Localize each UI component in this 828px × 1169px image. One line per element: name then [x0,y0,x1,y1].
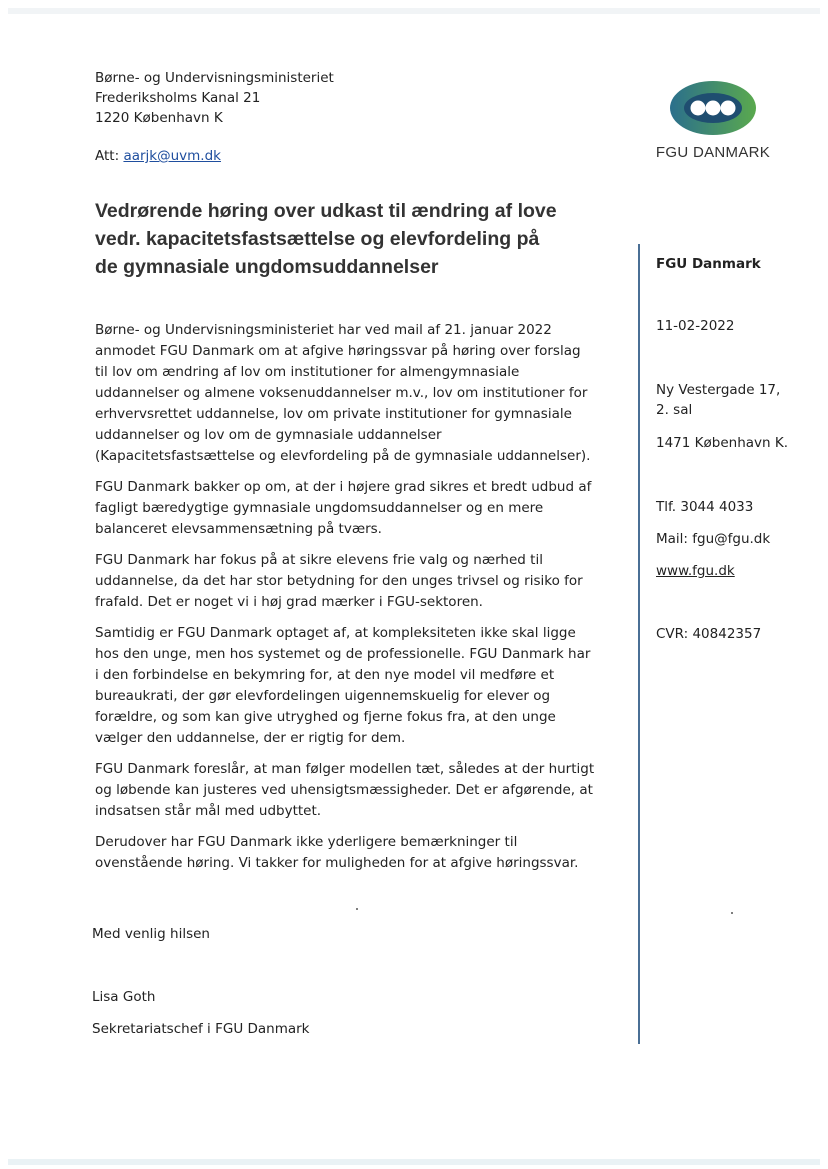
att-label: Att: [95,148,120,164]
scan-speck [356,908,358,910]
body-paragraph: FGU Danmark bakker op om, at der i højere grad sikres et bredt udbud af fagligt bæredygtige gymnasiale ungdomsuddannelser og en mere balanceret elevsammensætning på tværs. [95,479,592,537]
recipient-line: 1220 København K [95,110,223,126]
sidebar-phone: Tlf. 3044 4033 [656,499,754,515]
letter-body [95,320,595,884]
fgu-logo-icon [668,80,758,136]
sidebar-web [656,561,735,582]
closing-greeting: Med venlig hilsen [92,926,210,942]
scan-edge-top [8,8,820,14]
scan-edge-bottom [8,1159,820,1165]
sidebar-address-line2: 2. sal [656,402,693,418]
website-link[interactable]: www.fgu.dk [656,563,735,579]
sidebar-org: FGU Danmark [656,256,761,272]
scan-speck [731,912,733,914]
sidebar-date: 11-02-2022 [656,318,735,334]
att-email-link[interactable]: aarjk@uvm.dk [123,148,221,164]
sidebar-cvr: CVR: 40842357 [656,626,762,642]
letter-title: Vedrørende høring over udkast til ændring af love vedr. kapacitetsfastsættelse og elevfordeling på de gymnasiale ungdomsuddannelser [95,200,557,278]
sidebar-divider [638,244,640,1044]
body-paragraph: FGU Danmark foreslår, at man følger modellen tæt, således at der hurtigt og løbende kan justeres ved uhensigtsmæssigheder. Det er afgørende, at indsatsen står mål med udbyttet. [95,761,595,819]
sidebar-mail: Mail: fgu@fgu.dk [656,531,771,547]
recipient-address [95,68,334,128]
fgu-logo [648,80,778,161]
signer-name: Lisa Goth [92,989,156,1005]
sidebar-city: 1471 København K. [656,435,789,451]
logo-text: FGU DANMARK [655,144,771,161]
signer-role: Sekretariatschef i FGU Danmark [92,1021,310,1037]
recipient-line: Frederiksholms Kanal 21 [95,90,261,106]
body-paragraph: Derudover har FGU Danmark ikke yderligere bemærkninger til ovenstående høring. Vi takker for muligheden for at afgive høringssvar. [95,834,579,871]
body-paragraph: FGU Danmark har fokus på at sikre elevens frie valg og nærhed til uddannelse, da det har stor betydning for den unges trivsel og risiko for frafald. Det er noget vi i høj grad mærker i FGU-sektoren. [95,552,583,610]
sidebar-address-line1: Ny Vestergade 17, [656,382,781,398]
recipient-line: Børne- og Undervisningsministeriet [95,70,334,86]
body-paragraph: Samtidig er FGU Danmark optaget af, at kompleksiteten ikke skal ligge hos den unge, men hos systemet og de professionelle. FGU Danmark har i den forbindelse en bekymring for, at den nye model vil medføre et bureaukrati, der gør elevfordelingen uigennemskuelig for elever og forældre, og som kan give utryghed og fjerne fokus fra, at den unge vælger den uddannelse, der er rigtig for dem. [95,625,591,746]
body-paragraph: Børne- og Undervisningsministeriet har ved mail af 21. januar 2022 anmodet FGU Danmark om at afgive høringssvar på høring over forslag til lov om ændring af lov om institutioner for almengymnasiale uddannelser og almene voksenuddannelser m.v., lov om institutioner for erhvervsrettet uddannelse, lov om private institutioner for gymnasiale uddannelser og lov om de gymnasiale uddannelser (Kapacitetsfastsættelse og elevfordeling på de gymnasiale uddannelser). [95,322,591,464]
attention-line [95,146,221,166]
